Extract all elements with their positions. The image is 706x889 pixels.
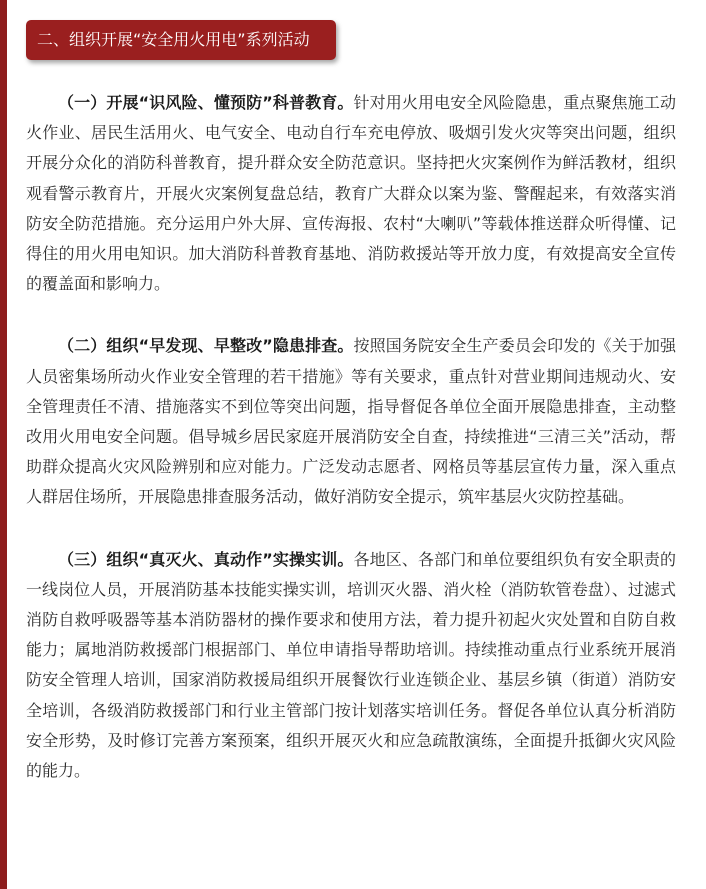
paragraph-2-heading: （二）组织“早发现、早整改”隐患排查。 (58, 336, 354, 356)
article-body (26, 88, 676, 818)
section-title-banner: 二、组织开展“安全用火用电”系列活动 (26, 20, 336, 60)
paragraph-1-text: 针对用火用电安全风险隐患，重点聚焦施工动火作业、居民生活用火、电气安全、电动自行车充电停放、吸烟引发火灾等突出问题，组织开展分众化的消防科普教育，提升群众安全防范意识。坚持把火灾案例作为鲜活教材，组织观看警示教育片，开展火灾案例复盘总结，教育广大群众以案为鉴、警醒起来，有效落实消防安全防范措施。充分运用户外大屏、宣传海报、农村“大喇叭”等载体推送群众听得懂、记得住的用火用电知识。加大消防科普教育基地、消防救援站等开放力度，有效提高安全宣传的覆盖面和影响力。 (26, 93, 676, 294)
paragraph-3-heading: （三）组织“真灭火、真动作”实操实训。 (58, 549, 354, 569)
paragraph-3-text: 各地区、各部门和单位要组织负有安全职责的一线岗位人员，开展消防基本技能实操实训，培训灭火器、消火栓（消防软管卷盘）、过滤式消防自救呼吸器等基本消防器材的操作要求和使用方法，着力提升初起火灾处置和自防自救能力；属地消防救援部门根据部门、单位申请指导帮助培训。持续推动重点行业系统开展消防安全管理人培训，国家消防救援局组织开展餐饮行业连锁企业、基层乡镇（街道）消防安全培训，各级消防救援部门和行业主管部门按计划落实培训任务。督促各单位认真分析消防安全形势，及时修订完善方案预案，组织开展灭火和应急疏散演练，全面提升抵御火灾风险的能力。 (26, 549, 676, 781)
paragraph-1 (26, 88, 676, 299)
paragraph-3 (26, 545, 676, 787)
paragraph-2 (26, 331, 676, 512)
paragraph-2-text: 按照国务院安全生产委员会印发的《关于加强人员密集场所动火作业安全管理的若干措施》等有关要求，重点针对营业期间违规动火、安全管理责任不清、措施落实不到位等突出问题，指导督促各单位全面开展隐患排查，主动整改用火用电安全问题。倡导城乡居民家庭开展消防安全自查，持续推进“三清三关”活动，帮助群众提高火灾风险辨别和应对能力。广泛发动志愿者、网格员等基层宣传力量，深入重点人群居住场所，开展隐患排查服务活动，做好消防安全提示，筑牢基层火灾防控基础。 (26, 336, 676, 507)
paragraph-1-heading: （一）开展“识风险、懂预防”科普教育。 (58, 93, 354, 112)
left-accent-bar (0, 0, 7, 889)
